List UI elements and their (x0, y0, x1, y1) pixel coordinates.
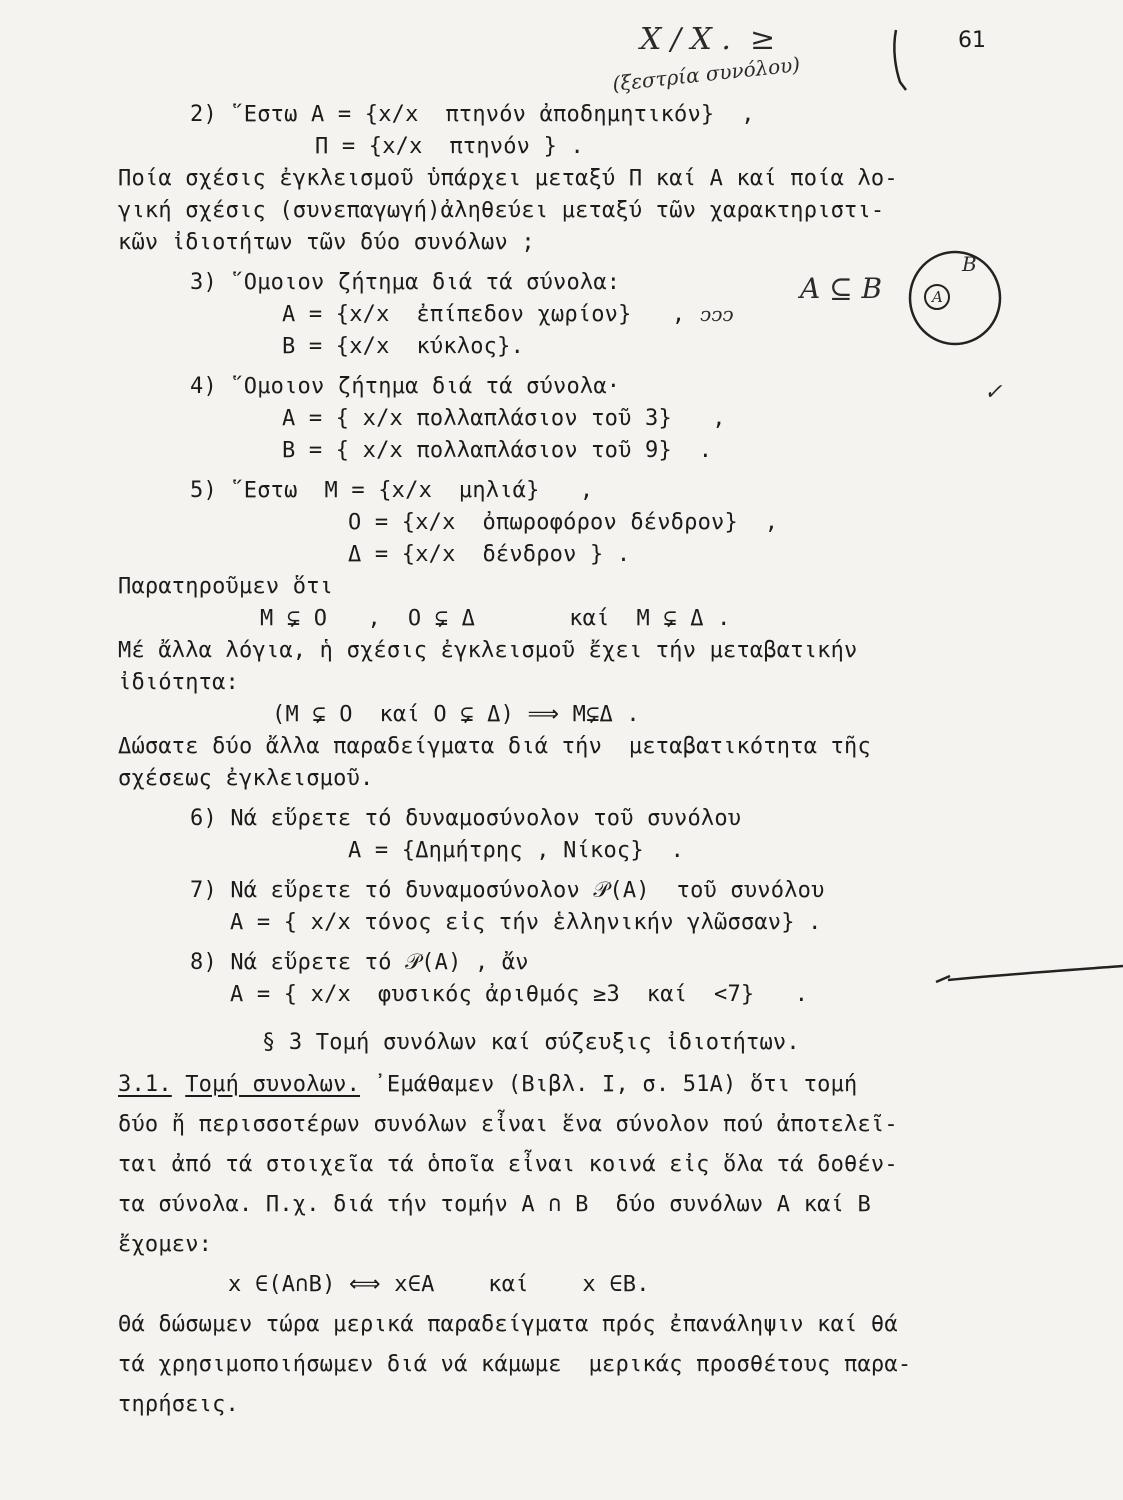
section-number: 3.1. (118, 1072, 172, 1097)
ex5-line-9: Δώσατε δύο ἄλλα παραδείγματα διά τήν μεταβατικότητα τῆς (118, 734, 871, 759)
para-line-8: τηρήσεις. (118, 1392, 240, 1417)
ex7-line-2: Α = { x/x τόνος εἰς τήν ἑλληνικήν γλῶσσαν} . (230, 910, 822, 935)
ex2-line-1: 2) ῞Εστω Α = {x/x πτηνόν ἀποδημητικόν} , (190, 102, 755, 127)
ex5-line-3: Δ = {x/x δένδρον } . (348, 542, 631, 567)
ex5-line-6: Μέ ἄλλα λόγια, ἡ σχέσις ἐγκλεισμοῦ ἔχει τήν μεταβατικήν (118, 638, 858, 663)
handwritten-hook-stroke (894, 30, 906, 90)
ex4-line-2: Α = { x/x πολλαπλάσιον τοῦ 3} , (282, 406, 726, 431)
ex2-line-4: γική σχέσις (συνεπαγωγή)ἀληθεύει μεταξύ τῶν χαρακτηριστι- (118, 198, 885, 223)
para-line-1 (118, 1070, 858, 1100)
ex4-line-3: Β = { x/x πολλαπλάσιον τοῦ 9} . (282, 438, 713, 463)
ex2-line-5: κῶν ἰδιοτήτων τῶν δύο συνόλων ; (118, 230, 535, 255)
ex5-line-5: Μ ⊊ Ο , Ο ⊊ Δ καί Μ ⊊ Δ . (260, 606, 731, 631)
ex2-line-3: Ποία σχέσις ἐγκλεισμοῦ ὑπάρχει μεταξύ Π καί Α καί ποία λο- (118, 166, 898, 191)
ex8-line-1: 8) Νά εὕρετε τό 𝒫(Α) , ἄν (190, 950, 529, 975)
para-line-6: Θά δώσωμεν τώρα μερικά παραδείγματα πρός ἐπανάληψιν καί θά (118, 1312, 898, 1337)
venn-inner-label: A (932, 288, 943, 306)
venn-outer-label: B (962, 252, 977, 276)
ex2-line-2: Π = {x/x πτηνόν } . (315, 134, 584, 159)
ex6-line-2: Α = {Δημήτρης , Νίκος} . (348, 838, 685, 863)
ex4-line-1: 4) ῞Ομοιον ζήτημα διά τά σύνολα· (190, 374, 621, 399)
para-line-5: ἔχομεν: (118, 1232, 213, 1257)
para-line-1-text: ᾿Εμάθαμεν (Βιβλ. Ι, σ. 51Α) ὅτι τομή (360, 1072, 858, 1097)
ex3-line-3: Β = {x/x κύκλος}. (282, 334, 525, 359)
ex3-line-1: 3) ῞Ομοιον ζήτημα διά τά σύνολα: (190, 270, 621, 295)
ex5-line-1: 5) ῞Εστω Μ = {x/x μηλιά} , (190, 478, 594, 503)
ex6-line-1: 6) Νά εὕρετε τό δυναμοσύνολον τοῦ συνόλου (190, 806, 742, 831)
venn-outer-circle (910, 252, 1000, 344)
ex3-line-2: Α = {x/x ἐπίπεδον χωρίον} , (282, 302, 686, 327)
handwritten-formula: X / X . ≥ (640, 22, 795, 57)
ex5-line-4: Παρατηροῦμεν ὅτι (118, 574, 334, 599)
para-line-7: τά χρησιμοποιήσωμεν διά νά κάμωμε μερικάς προσθέτους παρα- (118, 1352, 912, 1377)
margin-arrow-line (948, 966, 1123, 980)
ex5-line-7: ἰδιότητα: (118, 670, 240, 695)
handwritten-checkmark: ✓ (984, 380, 1003, 405)
page-number: 61 (958, 28, 986, 53)
handwritten-subset-note: A ⊆ B (800, 272, 883, 305)
para-line-3: ται ἀπό τά στοιχεῖα τά ὁποῖα εἶναι κοινά εἰς ὅλα τά δοθέν- (118, 1152, 898, 1177)
para-line-4: τα σύνολα. Π.χ. διά τήν τομήν Α ∩ Β δύο συνόλων Α καί Β (118, 1192, 871, 1217)
handwritten-marks: ͻͻͻ (700, 302, 734, 326)
handwritten-note: (ξεστρία συνόλου) (611, 52, 802, 96)
margin-arrow-head (936, 976, 950, 982)
ex5-line-2: Ο = {x/x ὀπωροφόρον δένδρον} , (348, 510, 779, 535)
para-line-2: δύο ἤ περισσοτέρων συνόλων εἶναι ἕνα σύνολον πού ἀποτελεῖ- (118, 1112, 898, 1137)
para-formula: x ∈(Α∩Β) ⟺ x∈Α καί x ∈Β. (228, 1272, 650, 1297)
ex7-line-1: 7) Νά εὕρετε τό δυναμοσύνολον 𝒫(Α) τοῦ συνόλου (190, 878, 825, 903)
subsection-title: Τομή συνολων. (185, 1072, 361, 1097)
ex8-line-2: Α = { x/x φυσικός ἀριθμός ≥3 καί <7} . (230, 982, 809, 1007)
venn-inner-circle (925, 285, 949, 309)
ex5-line-10: σχέσεως ἐγκλεισμοῦ. (118, 766, 374, 791)
section-heading: § 3 Τομή συνόλων καί σύζευξις ἰδιοτήτων. (262, 1030, 800, 1055)
ex5-line-8: (Μ ⊊ Ο καί Ο ⊊ Δ) ⟹ Μ⊊Δ . (272, 702, 640, 727)
